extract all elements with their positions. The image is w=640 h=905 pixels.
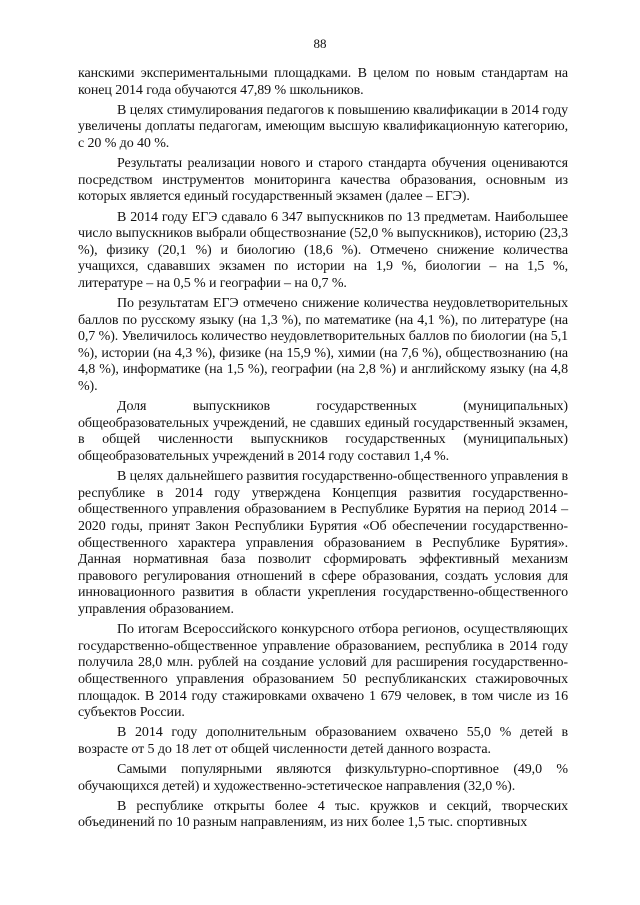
document-body [78, 66, 568, 836]
paragraph: Результаты реализации нового и старого стандарта обучения оцениваются посредством инструментов мониторинга качества образования, основным из которых является единый государственный экзамен (далее – ЕГЭ). [78, 156, 568, 205]
paragraph: В 2014 году дополнительным образованием охвачено 55,0 % детей в возрасте от 5 до 18 лет от общей численности детей данного возраста. [78, 725, 568, 757]
paragraph: канскими экспериментальными площадками. В целом по новым стандартам на конец 2014 года обучаются 47,89 % школьников. [78, 66, 568, 98]
paragraph: В 2014 году ЕГЭ сдавало 6 347 выпускников по 13 предметам. Наибольшее число выпускников выбрали обществознание (52,0 % выпускников), историю (23,3 %), физику (20,1 %) и биологию (18,6 %). Отмечено снижение количества учащихся, сдававших экзамен по истории на 1,9 %, биологии – на 1,5 %, литературе – на 0,5 % и географии – на 0,7 %. [78, 209, 568, 291]
paragraph: В республике открыты более 4 тыс. кружков и секций, творческих объединений по 10 разным направлениям, из них более 1,5 тыс. спортивных [78, 798, 568, 831]
paragraph: Доля выпускников государственных (муниципальных) общеобразовательных учреждений, не сдавших единый государственный экзамен, в общей численности выпускников государственных (муниципальных) общеобразовательных учреждений в 2014 году составил 1,4 %. [78, 399, 568, 465]
paragraph: В целях стимулирования педагогов к повышению квалификации в 2014 году увеличены доплаты педагогам, имеющим высшую квалификационную категорию, с 20 % до 40 %. [78, 102, 568, 151]
paragraph: Самыми популярными являются физкультурно-спортивное (49,0 % обучающихся детей) и художественно-эстетическое направления (32,0 %). [78, 762, 568, 794]
paragraph: В целях дальнейшего развития государственно-общественного управления в республике в 2014 году утверждена Концепция развития государственно-общественного управления образованием в Республике Бурятия на период 2014 – 2020 годы, принят Закон Республики Бурятия «Об обеспечении государственно-общественного характера управления образованием в Республике Бурятия». Данная нормативная база позволит сформировать эффективный механизм правового регулирования отношений в сфере образования, создать условия для инновационного развития в области укрепления государственно-общественного управления образованием. [78, 469, 569, 617]
page-number: 88 [313, 36, 327, 51]
paragraph: По итогам Всероссийского конкурсного отбора регионов, осуществляющих государственно-общественное управление образованием, республика в 2014 году получила 28,0 млн. рублей на создание условий для расширения государственно-общественного управления образованием 50 республиканских стажировочных площадок. В 2014 году стажировками охвачено 1 679 человек, в том числе из 16 субъектов России. [78, 622, 568, 721]
paragraph: По результатам ЕГЭ отмечено снижение количества неудовлетворительных баллов по русскому языку (на 1,3 %), по математике (на 4,1 %), по литературе (на 0,7 %). Увеличилось количество неудовлетворительных баллов по биологии (на 5,1 %), истории (на 4,3 %), физике (на 15,9 %), химии (на 7,6 %), обществознанию (на 4,8 %), информатике (на 1,5 %), географии (на 2,8 %) и английскому языку (на 4,8 %). [78, 296, 568, 395]
